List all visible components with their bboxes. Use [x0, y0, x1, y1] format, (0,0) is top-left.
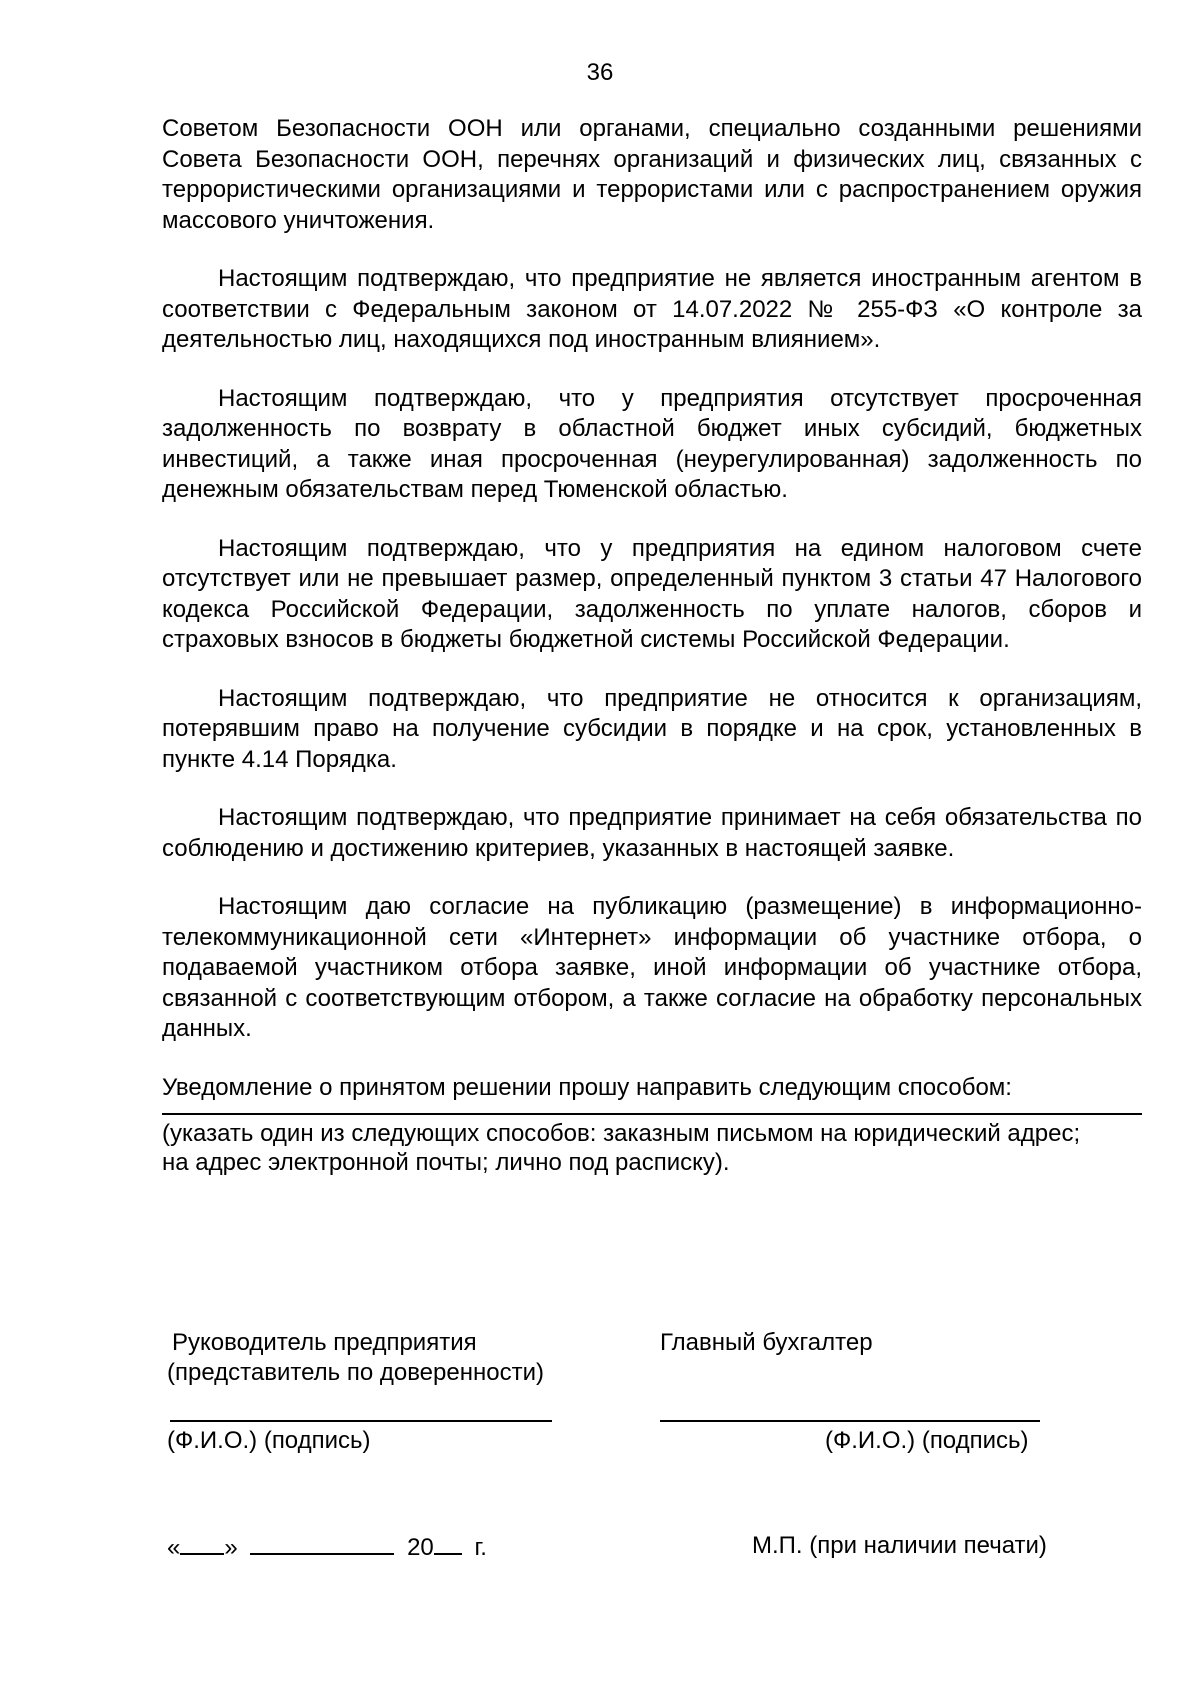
paragraph-subsidy-right: Настоящим подтверждаю, что предприятие не относится к организациям, потерявшим право на получение субсидии в порядке и на срок, установленных в пункте 4.14 Порядка. — [162, 684, 1142, 773]
page-number: 36 — [586, 59, 614, 86]
document-body — [162, 114, 1142, 1177]
director-subtitle: (представитель по доверенности) — [167, 1359, 544, 1386]
accountant-signature-line[interactable] — [660, 1420, 1040, 1422]
paragraph-criteria-obligation: Настоящим подтверждаю, что предприятие принимает на себя обязательства по соблюдению и достижению критериев, указанных в настоящей заявке. — [162, 804, 1142, 862]
date-year-blank[interactable] — [434, 1531, 462, 1555]
director-signature-line[interactable] — [170, 1420, 552, 1422]
paragraph-publication-consent: Настоящим даю согласие на публикацию (размещение) в информационно-телекоммуникационной сети «Интернет» информации об участнике отбора, о подаваемой участником отбора заявке, иной информации об участнике отбора, связанной с соответствующим отбором, а также согласие на обработку персональных данных. — [162, 893, 1142, 1042]
date-open-quote: « — [167, 1534, 181, 1561]
paragraph-continuation: Советом Безопасности ООН или органами, специально созданными решениями Совета Безопасности ООН, перечнях организаций и физических лиц, связанных с террористическими организациями и террористами или с распространением оружия массового уничтожения. — [162, 115, 1142, 234]
director-signature-caption: (Ф.И.О.) (подпись) — [167, 1427, 371, 1454]
paragraph-foreign-agent: Настоящим подтверждаю, что предприятие не является иностранным агентом в соответствии с Федеральным законом от 14.07.2022 № 255-ФЗ «О контроле за деятельностью лиц, находящихся под иностранным влиянием». — [162, 265, 1142, 353]
date-day-blank[interactable] — [180, 1531, 224, 1555]
paragraph-regional-debt: Настоящим подтверждаю, что у предприятия отсутствует просроченная задолженность по возврату в областной бюджет иных субсидий, бюджетных инвестиций, а также иная просроченная (неурегулированная) задолженность по денежным обязательствам перед Тюменской областью. — [162, 384, 1142, 503]
notification-method-label: Уведомление о принятом решении прошу направить следующим способом: — [162, 1073, 1012, 1101]
director-title: Руководитель предприятия — [172, 1329, 477, 1356]
date-line — [167, 1531, 487, 1563]
paragraph-tax-debt: Настоящим подтверждаю, что у предприятия на едином налоговом счете отсутствует или не превышает размер, определенный пунктом 3 статьи 47 Налогового кодекса Российской Федерации, задолженность по уплате налогов, сборов и страховых взносов в бюджеты бюджетной системы Российской Федерации. — [162, 534, 1142, 653]
date-month-blank[interactable] — [250, 1531, 394, 1555]
notification-method-hint: (указать один из следующих способов: заказным письмом на юридический адрес; — [162, 1120, 1081, 1147]
date-close-quote: » — [224, 1534, 238, 1561]
seal-note: М.П. (при наличии печати) — [752, 1532, 1047, 1559]
date-year-prefix: 20 — [407, 1534, 434, 1561]
notification-method-hint-continued: на адрес электронной почты; лично под расписку). — [162, 1149, 730, 1176]
notification-method-field[interactable] — [162, 1113, 1142, 1115]
date-year-suffix: г. — [474, 1534, 487, 1561]
accountant-title: Главный бухгалтер — [660, 1329, 873, 1356]
accountant-signature-caption: (Ф.И.О.) (подпись) — [825, 1427, 1029, 1454]
